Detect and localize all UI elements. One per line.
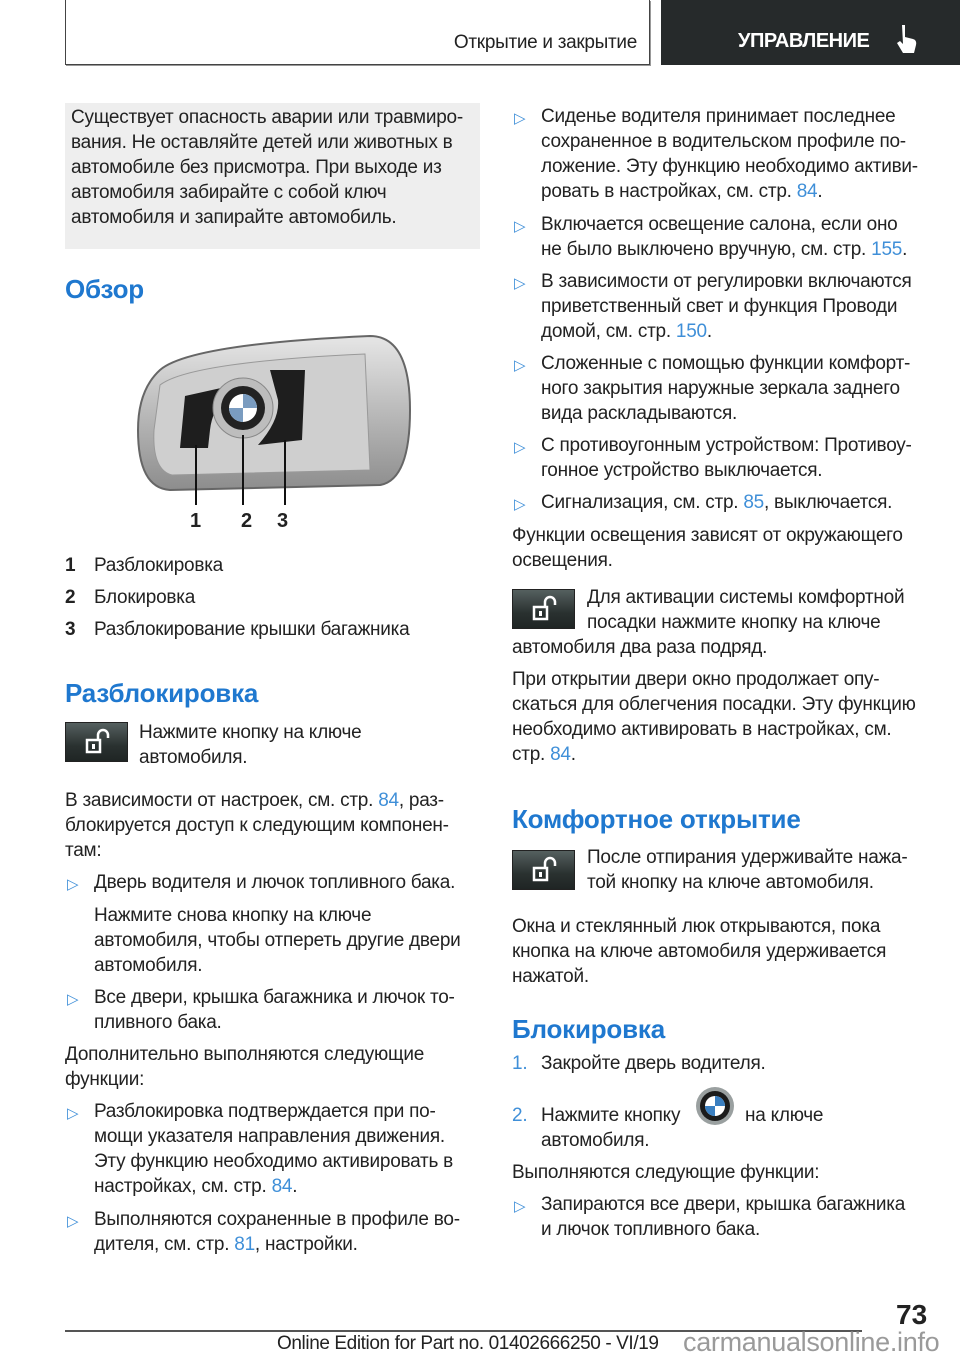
text-line: Эту функцию необходимо активировать в — [94, 1151, 454, 1172]
text-line: В зависимости от регулировки включаются — [541, 271, 912, 292]
heading-comfort-open: Комфортное открытие — [512, 804, 801, 834]
step-2-text — [541, 1103, 680, 1128]
text-line: Сиденье водителя принимает последнее — [541, 106, 896, 127]
text-line: автомобиля, чтобы отпереть другие двери — [94, 930, 461, 951]
heading-overview: Обзор — [65, 274, 144, 304]
legend-number: 1 — [65, 555, 76, 576]
text-line: Существует опасность аварии или травмиро- — [71, 107, 463, 128]
bullet-item — [541, 490, 892, 515]
bullet-subtext — [94, 903, 461, 978]
unlock-button-icon — [512, 850, 575, 890]
text-line: мощи указателя направления движения. — [94, 1126, 445, 1147]
bullet-item — [94, 1207, 460, 1257]
chapter-tab-label: УПРАВЛЕНИЕ — [738, 30, 870, 52]
text-line: После отпирания удерживайте нажа- — [587, 847, 908, 868]
text-line: автомобиля и запирайте автомобиль. — [71, 207, 397, 228]
text-line: Дверь водителя и лючок топливного бака. — [94, 872, 456, 893]
text-line: автомобиле без присмотра. При выходе из — [71, 157, 442, 178]
text-line: ровать в настройках, см. стр. 84. — [541, 181, 823, 202]
step-2-text — [541, 1128, 649, 1153]
text-line: Разблокировка подтверждается при по- — [94, 1101, 436, 1122]
section-title: Открытие и закрытие — [453, 32, 637, 53]
text-line: блокируется доступ к следующим компонен- — [65, 815, 449, 836]
header-box — [65, 0, 650, 65]
text-line: нажатой. — [512, 966, 589, 987]
unlock-intro — [65, 788, 449, 863]
text-line: Выполняются сохраненные в профиле во- — [94, 1209, 460, 1230]
page-link[interactable]: 85 — [743, 492, 764, 513]
comfort-open-instruction — [587, 845, 907, 895]
step-number: 2. — [512, 1105, 528, 1126]
bullet-item — [541, 269, 912, 344]
comfort-entry-text — [587, 585, 904, 635]
text-line: не было выключено вручную, см. стр. 155. — [541, 239, 908, 260]
text-line: сохраненное в водительском профиле по- — [541, 131, 906, 152]
page-link[interactable]: 84 — [378, 790, 399, 811]
bullet-marker-icon: ▷ — [514, 496, 526, 513]
bullet-item — [541, 104, 918, 204]
unlock-instruction — [139, 720, 361, 770]
text-line: Запираются все двери, крышка багажника — [541, 1194, 906, 1215]
bullet-item — [541, 1192, 905, 1242]
legend-number: 2 — [65, 587, 76, 608]
footer-edition: Online Edition for Part no. 01402666250 - VI/19 — [277, 1333, 659, 1354]
text-line: Выполняются следующие функции: — [512, 1162, 820, 1183]
legend-label: Блокировка — [94, 587, 196, 608]
bullet-marker-icon: ▷ — [67, 991, 79, 1008]
warning-text — [71, 105, 463, 230]
text-line: приветственный свет и функция Проводи — [541, 296, 898, 317]
bullet-marker-icon: ▷ — [514, 110, 526, 127]
bullet-marker-icon: ▷ — [514, 439, 526, 456]
text-line: Функции освещения зависят от окружающего — [512, 525, 903, 546]
text-line: автомобиля. — [139, 747, 248, 768]
bullet-marker-icon: ▷ — [514, 275, 526, 292]
page-link[interactable]: 150 — [675, 321, 707, 342]
text-line: В зависимости от настроек, см. стр. 84, раз- — [65, 790, 444, 811]
bullet-marker-icon: ▷ — [514, 357, 526, 374]
text-line: ложение. Эту функцию необходимо активи- — [541, 156, 918, 177]
text-line: автомобиля два раза подряд. — [512, 637, 768, 658]
bullet-item — [94, 1099, 453, 1199]
text-line: дителя, см. стр. 81, настройки. — [94, 1234, 358, 1255]
bullet-item — [541, 433, 912, 483]
text-line: Для активации системы комфортной — [587, 587, 905, 608]
text-line: пливного бака. — [94, 1012, 222, 1033]
text-line: автомобиля. — [94, 955, 203, 976]
text-line: и лючок топливного бака. — [541, 1219, 761, 1240]
extra-intro — [65, 1042, 424, 1092]
text-line: там: — [65, 840, 102, 861]
bullet-item — [541, 212, 907, 262]
heading-unlock: Разблокировка — [65, 678, 259, 708]
text-line: Все двери, крышка багажника и лючок то- — [94, 987, 455, 1008]
bullet-item — [94, 985, 455, 1035]
text-line: Нажмите кнопку на ключе — [139, 722, 362, 743]
page-link[interactable]: 84 — [550, 744, 571, 765]
text-line: домой, см. стр. 150. — [541, 321, 712, 342]
text-line: той кнопку на ключе автомобиля. — [587, 872, 874, 893]
bullet-marker-icon: ▷ — [67, 1213, 79, 1230]
text-line: Сигнализация, см. стр. 85, выключается. — [541, 492, 893, 513]
text-line: Закройте дверь водителя. — [541, 1053, 766, 1074]
bmw-logo-button-icon — [695, 1086, 735, 1126]
page-link[interactable]: 81 — [234, 1234, 255, 1255]
legend-label: Разблокирование крышки багажника — [94, 619, 410, 640]
lighting-note — [512, 523, 903, 573]
text-line: ного закрытия наружные зеркала заднего — [541, 378, 900, 399]
chapter-tab[interactable] — [661, 0, 960, 65]
bullet-marker-icon: ▷ — [514, 218, 526, 235]
window-note — [512, 667, 916, 767]
text-line: Включается освещение салона, если оно — [541, 214, 898, 235]
text-line: Окна и стеклянный люк открываются, пока — [512, 916, 881, 937]
bullet-item — [541, 351, 910, 426]
text-line: на ключе — [745, 1105, 824, 1126]
text-line: посадки нажмите кнопку на ключе — [587, 612, 881, 633]
callout-1: 1 — [190, 510, 202, 532]
legend-number: 3 — [65, 619, 76, 640]
unlock-button-icon — [65, 722, 128, 762]
text-line: С противоугонным устройством: Противоу- — [541, 435, 912, 456]
text-line: Сложенные с помощью функции комфорт- — [541, 353, 911, 374]
callout-2: 2 — [241, 510, 253, 532]
page-link[interactable]: 155 — [871, 239, 903, 260]
bullet-item — [94, 870, 455, 895]
text-line: автомобиля. — [541, 1130, 650, 1151]
watermark: carmanualsonline.info — [683, 1327, 940, 1357]
page-number: 73 — [896, 1299, 928, 1330]
text-line: кнопка на ключе автомобиля удерживается — [512, 941, 887, 962]
pointing-hand-icon — [895, 24, 919, 59]
text-line: Нажмите кнопку — [541, 1105, 681, 1126]
step-number: 1. — [512, 1053, 528, 1074]
comfort-open-para — [512, 914, 886, 989]
text-line: Нажмите снова кнопку на ключе — [94, 905, 372, 926]
text-line: скаться для облегчения посадки. Эту функцию — [512, 694, 916, 715]
text-line: стр. 84. — [512, 744, 576, 765]
step-2-text — [745, 1103, 823, 1128]
text-line: необходимо активировать в настройках, см. — [512, 719, 892, 740]
unlock-button-icon — [512, 589, 575, 629]
legend-label: Разблокировка — [94, 555, 223, 576]
text-line: Дополнительно выполняются следующие — [65, 1044, 425, 1065]
text-line: автомобиля забирайте с собой ключ — [71, 182, 387, 203]
comfort-entry-text — [512, 635, 767, 660]
bullet-marker-icon: ▷ — [514, 1198, 526, 1215]
text-line: гонное устройство выключается. — [541, 460, 823, 481]
bullet-marker-icon: ▷ — [67, 1105, 79, 1122]
page-link[interactable]: 84 — [271, 1176, 293, 1197]
callout-3: 3 — [277, 510, 289, 532]
text-line: вида раскладываются. — [541, 403, 738, 424]
bullet-marker-icon: ▷ — [67, 876, 79, 893]
page-link[interactable]: 84 — [796, 181, 818, 202]
text-line: освещения. — [512, 550, 613, 571]
heading-lock: Блокировка — [512, 1014, 665, 1044]
key-figure — [130, 330, 420, 540]
step-1-text — [541, 1051, 766, 1076]
lock-intro — [512, 1160, 819, 1185]
text-line: функции: — [65, 1069, 145, 1090]
text-line: вания. Не оставляйте детей или животных в — [71, 132, 453, 153]
text-line: При открытии двери окно продолжает опу- — [512, 669, 880, 690]
text-line: настройках, см. стр. 84. — [94, 1176, 298, 1197]
